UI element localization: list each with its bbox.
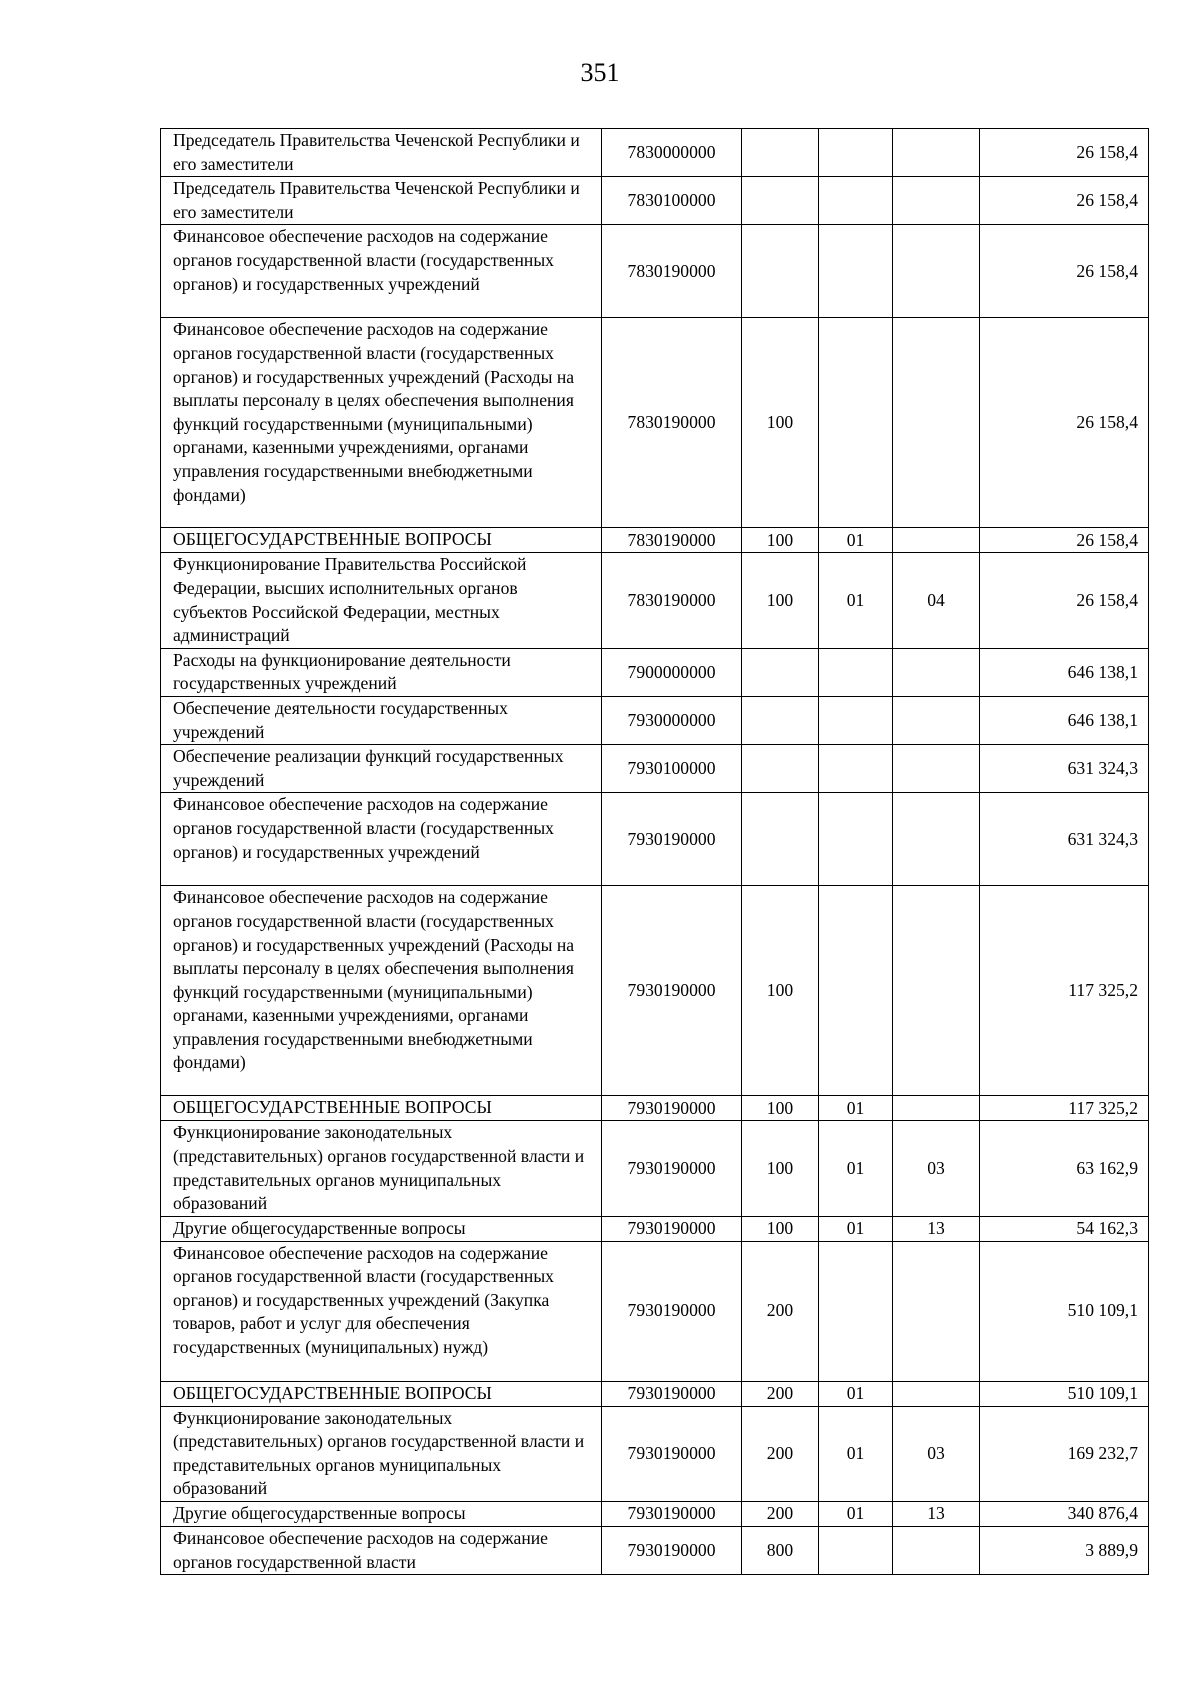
expense-name-cell: Расходы на функционирование деятельности государственных учреждений	[161, 648, 602, 696]
amount-cell: 26 158,4	[980, 225, 1149, 318]
budget-table-body	[161, 129, 1149, 1575]
target-article-code-cell: 7830000000	[602, 129, 742, 177]
subsection-code-cell	[893, 225, 980, 318]
amount-cell: 117 325,2	[980, 1096, 1149, 1121]
expense-name-cell: Функционирование законодательных (представительных) органов государственной власти и представительных органов муниципальных образований	[161, 1121, 602, 1216]
table-row	[161, 1241, 1149, 1381]
subsection-code-cell	[893, 886, 980, 1096]
table-row	[161, 1502, 1149, 1527]
subsection-code-cell	[893, 528, 980, 553]
amount-cell: 63 162,9	[980, 1121, 1149, 1216]
subsection-code-cell: 04	[893, 553, 980, 648]
section-code-cell	[819, 886, 893, 1096]
target-article-code-cell: 7930190000	[602, 1527, 742, 1575]
section-code-cell	[819, 318, 893, 528]
section-code-cell: 01	[819, 1216, 893, 1241]
amount-cell: 169 232,7	[980, 1406, 1149, 1501]
section-code-cell: 01	[819, 528, 893, 553]
subsection-code-cell	[893, 1241, 980, 1381]
table-row	[161, 793, 1149, 886]
target-article-code-cell: 7930190000	[602, 1406, 742, 1501]
table-row	[161, 318, 1149, 528]
table-row	[161, 648, 1149, 696]
section-code-cell	[819, 225, 893, 318]
section-code-cell: 01	[819, 1502, 893, 1527]
target-article-code-cell: 7930190000	[602, 1216, 742, 1241]
expense-type-code-cell: 100	[742, 528, 819, 553]
section-code-cell	[819, 1527, 893, 1575]
table-row	[161, 886, 1149, 1096]
subsection-code-cell	[893, 745, 980, 793]
target-article-code-cell: 7930190000	[602, 1121, 742, 1216]
expense-type-code-cell: 200	[742, 1241, 819, 1381]
amount-cell: 646 138,1	[980, 648, 1149, 696]
expense-name-cell: Функционирование Правительства Российской Федерации, высших исполнительных органов субъектов Российской Федерации, местных администраций	[161, 553, 602, 648]
section-code-cell	[819, 129, 893, 177]
expense-type-code-cell	[742, 129, 819, 177]
subsection-code-cell: 03	[893, 1406, 980, 1501]
expense-name-cell: Финансовое обеспечение расходов на содержание органов государственной власти (государственных органов) и государственных учреждений	[161, 793, 602, 886]
expense-type-code-cell: 100	[742, 1216, 819, 1241]
table-row	[161, 745, 1149, 793]
target-article-code-cell: 7830190000	[602, 318, 742, 528]
target-article-code-cell: 7930190000	[602, 793, 742, 886]
expense-name-cell: ОБЩЕГОСУДАРСТВЕННЫЕ ВОПРОСЫ	[161, 528, 602, 553]
subsection-code-cell	[893, 177, 980, 225]
expense-name-cell: Финансовое обеспечение расходов на содержание органов государственной власти (государственных органов) и государственных учреждений (Закупка товаров, работ и услуг для обеспечения государственных (муниципальных) нужд)	[161, 1241, 602, 1381]
subsection-code-cell	[893, 318, 980, 528]
expense-type-code-cell	[742, 648, 819, 696]
table-row	[161, 129, 1149, 177]
expense-type-code-cell: 200	[742, 1502, 819, 1527]
amount-cell: 340 876,4	[980, 1502, 1149, 1527]
target-article-code-cell: 7930190000	[602, 1502, 742, 1527]
target-article-code-cell: 7930190000	[602, 1381, 742, 1406]
section-code-cell	[819, 793, 893, 886]
table-row	[161, 177, 1149, 225]
subsection-code-cell	[893, 648, 980, 696]
subsection-code-cell	[893, 696, 980, 744]
amount-cell: 26 158,4	[980, 129, 1149, 177]
table-row	[161, 1096, 1149, 1121]
section-code-cell	[819, 648, 893, 696]
section-code-cell	[819, 1241, 893, 1381]
expense-type-code-cell: 100	[742, 553, 819, 648]
amount-cell: 631 324,3	[980, 745, 1149, 793]
expense-name-cell: Обеспечение реализации функций государственных учреждений	[161, 745, 602, 793]
amount-cell: 26 158,4	[980, 318, 1149, 528]
table-row	[161, 1121, 1149, 1216]
target-article-code-cell: 7830100000	[602, 177, 742, 225]
table-row	[161, 1527, 1149, 1575]
expense-name-cell: Другие общегосударственные вопросы	[161, 1502, 602, 1527]
expense-name-cell: Финансовое обеспечение расходов на содержание органов государственной власти (государственных органов) и государственных учреждений (Расходы на выплаты персоналу в целях обеспечения выполнения функций государственными (муниципальными) органами, казенными учреждениями, органами управления государственными внебюджетными фондами)	[161, 318, 602, 528]
expense-type-code-cell: 100	[742, 1096, 819, 1121]
expense-type-code-cell: 100	[742, 886, 819, 1096]
section-code-cell: 01	[819, 1096, 893, 1121]
amount-cell: 117 325,2	[980, 886, 1149, 1096]
target-article-code-cell: 7930190000	[602, 1096, 742, 1121]
subsection-code-cell	[893, 129, 980, 177]
amount-cell: 510 109,1	[980, 1241, 1149, 1381]
target-article-code-cell: 7930190000	[602, 1241, 742, 1381]
expense-type-code-cell	[742, 225, 819, 318]
expense-name-cell: Председатель Правительства Чеченской Республики и его заместители	[161, 129, 602, 177]
expense-name-cell: Председатель Правительства Чеченской Республики и его заместители	[161, 177, 602, 225]
amount-cell: 26 158,4	[980, 553, 1149, 648]
expense-name-cell: Финансовое обеспечение расходов на содержание органов государственной власти	[161, 1527, 602, 1575]
target-article-code-cell: 7830190000	[602, 225, 742, 318]
expense-name-cell: Финансовое обеспечение расходов на содержание органов государственной власти (государственных органов) и государственных учреждений (Расходы на выплаты персоналу в целях обеспечения выполнения функций государственными (муниципальными) органами, казенными учреждениями, органами управления государственными внебюджетными фондами)	[161, 886, 602, 1096]
expense-type-code-cell: 200	[742, 1406, 819, 1501]
table-row	[161, 1406, 1149, 1501]
amount-cell: 3 889,9	[980, 1527, 1149, 1575]
section-code-cell: 01	[819, 1381, 893, 1406]
subsection-code-cell: 03	[893, 1121, 980, 1216]
amount-cell: 54 162,3	[980, 1216, 1149, 1241]
expense-name-cell: Другие общегосударственные вопросы	[161, 1216, 602, 1241]
table-row	[161, 696, 1149, 744]
subsection-code-cell	[893, 1381, 980, 1406]
table-row	[161, 1381, 1149, 1406]
expense-type-code-cell	[742, 793, 819, 886]
amount-cell: 510 109,1	[980, 1381, 1149, 1406]
target-article-code-cell: 7930000000	[602, 696, 742, 744]
target-article-code-cell: 7930190000	[602, 886, 742, 1096]
section-code-cell	[819, 696, 893, 744]
expense-type-code-cell: 200	[742, 1381, 819, 1406]
section-code-cell: 01	[819, 1406, 893, 1501]
subsection-code-cell	[893, 1096, 980, 1121]
expense-name-cell: ОБЩЕГОСУДАРСТВЕННЫЕ ВОПРОСЫ	[161, 1096, 602, 1121]
expense-name-cell: ОБЩЕГОСУДАРСТВЕННЫЕ ВОПРОСЫ	[161, 1381, 602, 1406]
amount-cell: 631 324,3	[980, 793, 1149, 886]
subsection-code-cell: 13	[893, 1502, 980, 1527]
expense-name-cell: Финансовое обеспечение расходов на содержание органов государственной власти (государственных органов) и государственных учреждений	[161, 225, 602, 318]
subsection-code-cell: 13	[893, 1216, 980, 1241]
amount-cell: 26 158,4	[980, 177, 1149, 225]
expense-name-cell: Функционирование законодательных (представительных) органов государственной власти и представительных органов муниципальных образований	[161, 1406, 602, 1501]
expense-type-code-cell: 800	[742, 1527, 819, 1575]
expense-type-code-cell: 100	[742, 318, 819, 528]
expense-type-code-cell	[742, 745, 819, 793]
amount-cell: 646 138,1	[980, 696, 1149, 744]
section-code-cell: 01	[819, 1121, 893, 1216]
target-article-code-cell: 7830190000	[602, 553, 742, 648]
expense-name-cell: Обеспечение деятельности государственных учреждений	[161, 696, 602, 744]
section-code-cell	[819, 177, 893, 225]
table-row	[161, 553, 1149, 648]
table-row	[161, 225, 1149, 318]
expense-type-code-cell: 100	[742, 1121, 819, 1216]
subsection-code-cell	[893, 1527, 980, 1575]
budget-table	[160, 128, 1149, 1575]
amount-cell: 26 158,4	[980, 528, 1149, 553]
target-article-code-cell: 7900000000	[602, 648, 742, 696]
section-code-cell: 01	[819, 553, 893, 648]
target-article-code-cell: 7830190000	[602, 528, 742, 553]
target-article-code-cell: 7930100000	[602, 745, 742, 793]
section-code-cell	[819, 745, 893, 793]
subsection-code-cell	[893, 793, 980, 886]
page-number: 351	[580, 58, 620, 87]
table-row	[161, 1216, 1149, 1241]
table-row	[161, 528, 1149, 553]
expense-type-code-cell	[742, 177, 819, 225]
expense-type-code-cell	[742, 696, 819, 744]
